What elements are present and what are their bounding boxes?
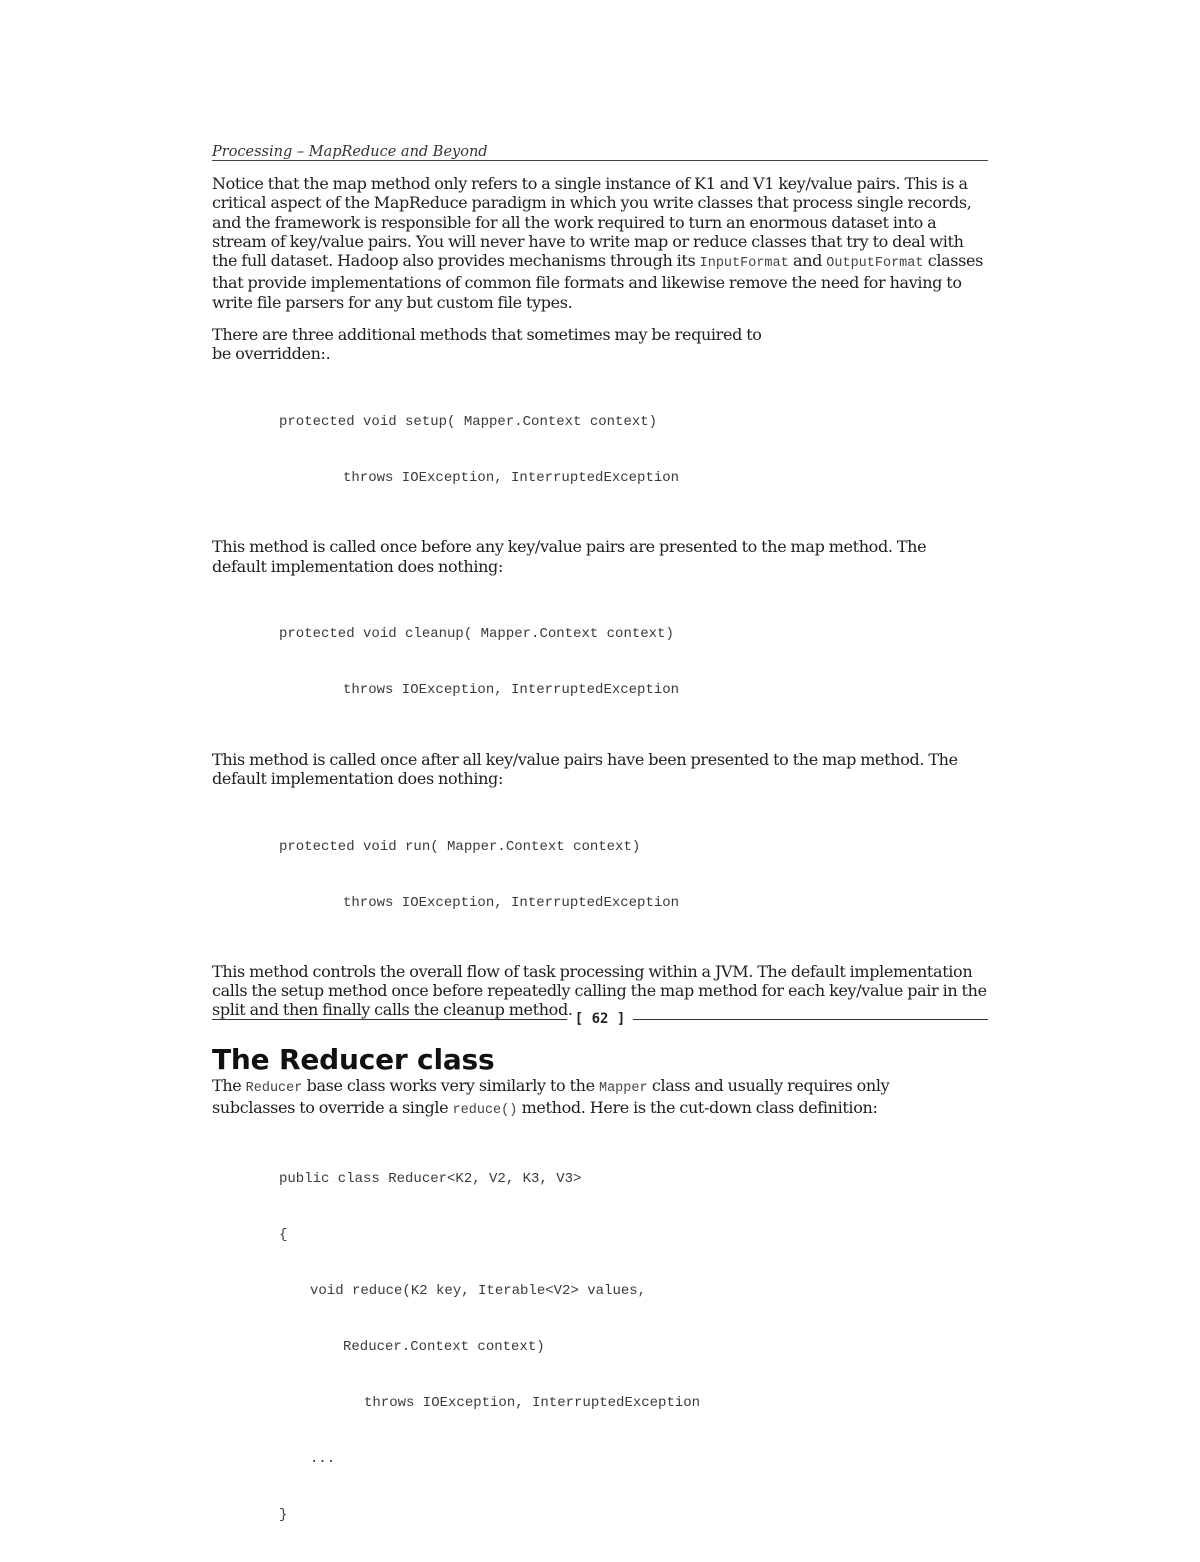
paragraph-reducer-intro: [212, 1076, 912, 1121]
code-line: protected void setup( Mapper.Context context): [279, 414, 658, 431]
code-block-setup: [212, 376, 988, 526]
code-line: }: [279, 1507, 288, 1524]
code-line: ...: [310, 1451, 336, 1468]
footer-rule-right: [633, 1019, 988, 1020]
code-line: throws IOException, InterruptedException: [343, 894, 680, 911]
paragraph-text: class and usually requires only subclasses to override a single: [212, 1075, 890, 1117]
code-block-reducer-class: [212, 1132, 988, 1562]
paragraph-cleanup-desc: This method is called once after all key/value pairs have been presented to the map method. The default implementation does nothing:: [212, 749, 958, 788]
page-content: [212, 144, 988, 1562]
inline-code-inputformat: InputFormat: [699, 256, 789, 272]
inline-code-mapper: Mapper: [598, 1080, 648, 1096]
code-line: Reducer.Context context): [343, 1338, 545, 1355]
paragraph-run-desc: This method controls the overall flow of task processing within a JVM. The default implementation calls the setup method once before repeatedly calling the map method for each key/value pair in the split and then finally calls the cleanup method.: [212, 961, 987, 1020]
paragraph-line: There are three additional methods that sometimes may be required to: [212, 325, 762, 345]
paragraph-text: base class works very similarly to the: [302, 1075, 599, 1095]
code-block-cleanup: [212, 588, 988, 738]
page-footer: [212, 1009, 988, 1029]
paragraph-text: and: [788, 251, 827, 271]
code-line: public class Reducer<K2, V2, K3, V3>: [279, 1170, 582, 1187]
inline-code-reduce: reduce(): [452, 1102, 518, 1118]
running-header: [212, 144, 988, 161]
paragraph-line: be overridden:.: [212, 344, 331, 364]
code-line: throws IOException, InterruptedException: [343, 682, 680, 699]
code-block-run: [212, 800, 988, 950]
code-line: protected void cleanup( Mapper.Context context): [279, 626, 674, 643]
paragraph-text: The: [212, 1075, 246, 1095]
paragraph-setup-desc: This method is called once before any key/value pairs are presented to the map method. The default implementation does nothing:: [212, 537, 927, 576]
inline-code-reducer: Reducer: [245, 1080, 303, 1096]
footer-rule-left: [212, 1019, 567, 1020]
code-line: throws IOException, InterruptedException: [364, 1395, 701, 1412]
code-line: throws IOException, InterruptedException: [343, 470, 680, 487]
inline-code-outputformat: OutputFormat: [826, 256, 924, 272]
code-line: protected void run( Mapper.Context context): [279, 838, 641, 855]
paragraph-additional-methods: [212, 325, 988, 364]
code-line: {: [279, 1226, 288, 1243]
section-heading: The Reducer class: [212, 1042, 495, 1076]
page-number: [ 62 ]: [574, 1011, 626, 1027]
paragraph-text: method. Here is the cut-down class definition:: [517, 1097, 878, 1117]
code-line: void reduce(K2 key, Iterable<V2> values,: [310, 1282, 647, 1299]
paragraph-mapper-notice: [212, 174, 988, 312]
running-header-title: Processing – MapReduce and Beyond: [212, 144, 488, 160]
paragraph-text: Notice that the map method only refers to a single instance of K1 and V1 key/value pairs. This is a critical aspect of the MapReduce paradigm in which you write classes that process single records, and the framework is responsible for all the work required to turn an enormous dataset into a stream of key/value pairs. You will never have to write map or reduce classes that try to deal with the full dataset. Hadoop also provides mechanisms through its: [212, 174, 972, 271]
paragraph-text: classes that provide implementations of common file formats and likewise remove the need for having to write file parsers for any but custom file types.: [212, 251, 983, 312]
